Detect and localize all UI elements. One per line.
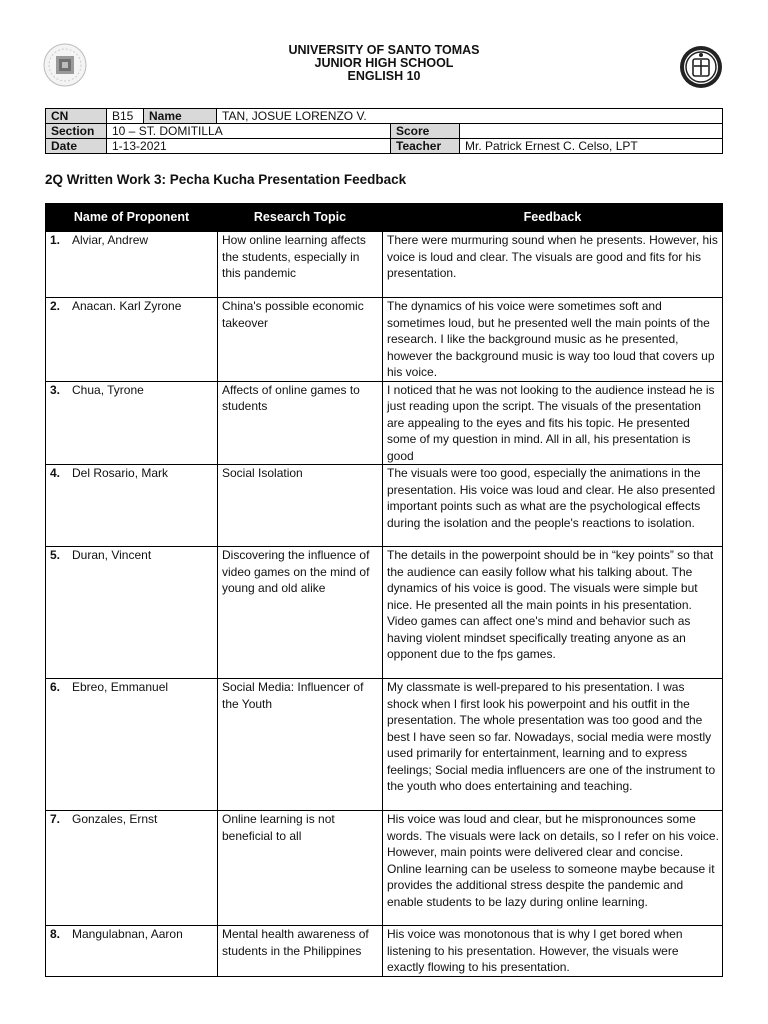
- date-label: Date: [46, 139, 107, 154]
- teacher-label: Teacher: [391, 139, 460, 154]
- proponent-name: Anacan. Karl Zyrone: [72, 299, 182, 313]
- proponent-cell: [46, 298, 218, 382]
- feedback-text: I noticed that he was not looking to the audience instead he is just reading upon the script. The visuals of the presentation are appealing to the eyes and fits his topic. He presented some of my question in mind. All in all, his presentation is good: [383, 381, 723, 465]
- subject-name: ENGLISH 10: [347, 69, 421, 83]
- research-topic: Online learning is not beneficial to all: [218, 811, 383, 926]
- table-row: [46, 926, 723, 977]
- name-value: TAN, JOSUE LORENZO V.: [217, 109, 723, 124]
- row-number: 6.: [50, 680, 61, 694]
- column-header-topic: Research Topic: [218, 204, 383, 232]
- proponent-cell: [46, 679, 218, 811]
- feedback-table: [45, 203, 723, 977]
- research-topic: Mental health awareness of students in the Philippines: [218, 926, 383, 977]
- cn-label: CN: [46, 109, 107, 124]
- table-row: [46, 679, 723, 811]
- research-topic: Affects of online games to students: [218, 381, 383, 465]
- score-value: [460, 124, 723, 139]
- school-level: JUNIOR HIGH SCHOOL: [314, 56, 454, 70]
- row-number: 8.: [50, 927, 61, 941]
- page-title: 2Q Written Work 3: Pecha Kucha Presentation Feedback: [45, 172, 407, 187]
- teacher-value: Mr. Patrick Ernest C. Celso, LPT: [460, 139, 723, 154]
- proponent-cell: [46, 381, 218, 465]
- proponent-cell: [46, 811, 218, 926]
- feedback-text: The details in the powerpoint should be in “key points” so that the audience can easily follow what his talking about. The dynamics of his voice is good. The visuals were simple but nice. He presented all the main points in his presentation. Video games can affect one's mind and behavior such as having violent mindset specifically treating anyone as an opponent due to the fps games.: [383, 547, 723, 679]
- table-row: [46, 381, 723, 465]
- research-topic: Social Isolation: [218, 465, 383, 547]
- proponent-name: Chua, Tyrone: [72, 382, 144, 397]
- feedback-text: His voice was loud and clear, but he mispronounces some words. The visuals were lack on details, so I refer on his voice. However, main points were delivered clear and concise. Online learning can be useless to someone maybe because it provides the additional stress despite the pandemic and enable students to be lazy during online learning.: [383, 811, 723, 926]
- proponent-cell: [46, 926, 218, 977]
- table-row: [46, 298, 723, 382]
- feedback-text: His voice was monotonous that is why I get bored when listening to his presentation. However, the visuals were exactly flowing to his presentation.: [383, 926, 723, 977]
- row-number: 3.: [50, 382, 61, 397]
- proponent-name: Duran, Vincent: [72, 548, 152, 562]
- table-row: [46, 811, 723, 926]
- proponent-name: Del Rosario, Mark: [72, 466, 169, 480]
- score-label: Score: [391, 124, 460, 139]
- research-topic: How online learning affects the students, especially in this pandemic: [218, 232, 383, 298]
- feedback-text: The visuals were too good, especially the animations in the presentation. His voice was loud and clear. He also presented important points such as what are the psychological effects during the isolation and the people's reactions to isolation.: [383, 465, 723, 547]
- section-value: 10 – ST. DOMITILLA: [107, 124, 391, 139]
- table-row: [46, 465, 723, 547]
- feedback-text: My classmate is well-prepared to his presentation. I was shock when I first look his powerpoint and his outfit in the presentation. The whole presentation was too good and the best I have seen so far. Nowadays, social media were mostly used primarily for entertainment, learning and to express feelings; Social media influencers are one of the instrument to the youth who does entertaining and teaching.: [383, 679, 723, 811]
- column-header-feedback: Feedback: [383, 204, 723, 232]
- row-number: 7.: [50, 812, 61, 826]
- proponent-name: Mangulabnan, Aaron: [72, 927, 183, 941]
- school-name: UNIVERSITY OF SANTO TOMAS: [288, 43, 480, 57]
- proponent-name: Ebreo, Emmanuel: [72, 680, 169, 694]
- table-row: [46, 547, 723, 679]
- cn-value: B15: [107, 109, 144, 124]
- proponent-cell: [46, 465, 218, 547]
- row-number: 1.: [50, 233, 61, 247]
- section-label: Section: [46, 124, 107, 139]
- row-number: 5.: [50, 548, 61, 562]
- column-header-proponent: Name of Proponent: [46, 204, 218, 232]
- table-row: [46, 232, 723, 298]
- student-info-table: [45, 108, 723, 154]
- feedback-text: There were murmuring sound when he presents. However, his voice is loud and clear. The visuals are good and fits for his presentation.: [383, 232, 723, 298]
- proponent-name: Alviar, Andrew: [72, 233, 149, 247]
- document-header: [0, 44, 768, 83]
- research-topic: Social Media: Influencer of the Youth: [218, 679, 383, 811]
- proponent-name: Gonzales, Ernst: [72, 812, 158, 826]
- research-topic: Discovering the influence of video games on the mind of young and old alike: [218, 547, 383, 679]
- proponent-cell: [46, 547, 218, 679]
- row-number: 4.: [50, 466, 61, 480]
- research-topic: China's possible economic takeover: [218, 298, 383, 382]
- row-number: 2.: [50, 299, 61, 313]
- feedback-text: The dynamics of his voice were sometimes soft and sometimes loud, but he presented well the main points of the research. I like the background music as he presented, however the background music is way too loud that covers up his voice.: [383, 298, 723, 382]
- name-label: Name: [144, 109, 217, 124]
- date-value: 1-13-2021: [107, 139, 391, 154]
- proponent-cell: [46, 232, 218, 298]
